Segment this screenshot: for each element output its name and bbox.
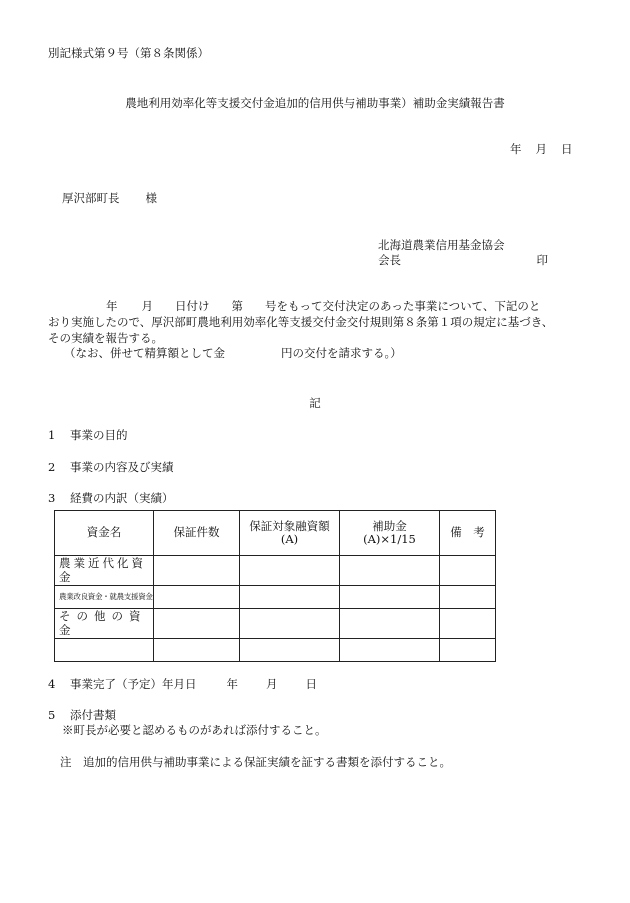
item-label: 事業の内容及び実績 [70,460,174,474]
header-target-amount [240,511,340,556]
subsidy-cell[interactable] [340,608,440,638]
item-number: 3 [48,491,56,505]
date-month-label: 月 [535,142,547,156]
remarks-cell[interactable] [440,608,496,638]
header-subsidy-line2: (A)×1/15 [363,532,416,546]
report-date [510,142,573,156]
table-row [55,556,496,586]
count-cell[interactable] [154,556,240,586]
seal-mark: 印 [536,253,548,267]
completion-year-label: 年 [226,677,238,691]
body-year: 年 [106,299,118,313]
expense-table [54,510,496,662]
attachments-note: ※町長が必要と認めるものがあれば添付すること。 [62,723,327,737]
settlement-note-prefix: （なお、併せて精算額として金 [64,346,225,360]
body-month: 月 [141,299,153,313]
header-target-line2: (A) [280,532,299,546]
body-line-3: その実績を報告する。 [48,331,163,345]
header-subsidy-line1: 補助金 [372,518,407,533]
count-cell[interactable] [154,638,240,661]
footnote: 注 追加的信用供与補助事業による保証実績を証する書類を添付すること。 [60,755,451,769]
remarks-cell[interactable] [440,585,496,608]
item-label: 経費の内訳（実績） [70,491,174,505]
subsidy-cell[interactable] [340,556,440,586]
body-line-1 [48,298,588,314]
document-title: 農地利用効率化等支援交付金追加的信用供与補助事業）補助金実績報告書 [125,96,505,110]
item-expenses [48,491,174,505]
item-number: 1 [48,428,56,442]
settlement-note-suffix: 円の交付を請求する。） [281,346,402,360]
item-number: 4 [48,677,56,691]
remarks-cell[interactable] [440,556,496,586]
subsidy-cell[interactable] [340,638,440,661]
fund-name-cell[interactable] [55,638,154,661]
fund-name-cell: その他の資金 [55,608,154,638]
item-attachments [48,708,116,722]
header-subsidy [340,511,440,556]
item-label: 事業の目的 [70,428,128,442]
table-row [55,585,496,608]
item-content [48,460,174,474]
addressee-name: 厚沢部町長 [62,191,120,205]
body-day-tsuke: 日付け [175,299,210,313]
header-count: 保証件数 [154,511,240,556]
addressee [62,191,157,205]
header-target-line1: 保証対象融資額 [249,518,330,533]
target-amount-cell[interactable] [240,556,340,586]
table-row [55,608,496,638]
fund-name-cell: 農業改良資金・就農支援資金 [55,585,154,608]
form-label: 別記様式第９号（第８条関係） [48,46,209,60]
fund-name-cell: 農業近代化資金 [55,556,154,586]
subsidy-cell[interactable] [340,585,440,608]
completion-month-label: 月 [266,677,278,691]
body-line-1-rest: 号をもって交付決定のあった事業について、下記のと [265,299,541,313]
table-header-row [55,511,496,556]
completion-day-label: 日 [305,677,317,691]
report-body [48,298,588,346]
table-row [55,638,496,661]
sender-title-row [378,253,548,267]
target-amount-cell[interactable] [240,585,340,608]
addressee-honorific: 様 [145,191,157,205]
header-fund: 資金名 [55,511,154,556]
item-label: 添付書類 [70,708,116,722]
sender-title: 会長 [378,253,401,267]
target-amount-cell[interactable] [240,638,340,661]
date-year-label: 年 [510,142,522,156]
item-number: 2 [48,460,56,474]
count-cell[interactable] [154,608,240,638]
date-day-label: 日 [561,142,573,156]
settlement-note [64,346,402,360]
remarks-cell[interactable] [440,638,496,661]
ki-heading: 記 [309,396,321,410]
sender-organization: 北海道農業信用基金協会 [378,238,505,252]
item-label: 事業完了（予定）年月日 [70,677,197,691]
item-completion-date [48,677,317,691]
body-line-2: おり実施したので、厚沢部町農地利用効率化等支援交付金交付規則第８条第１項の規定に基づき、 [48,315,554,329]
body-dai: 第 [231,299,243,313]
count-cell[interactable] [154,585,240,608]
header-remarks: 備 考 [440,511,496,556]
item-purpose [48,428,128,442]
item-number: 5 [48,708,56,722]
target-amount-cell[interactable] [240,608,340,638]
